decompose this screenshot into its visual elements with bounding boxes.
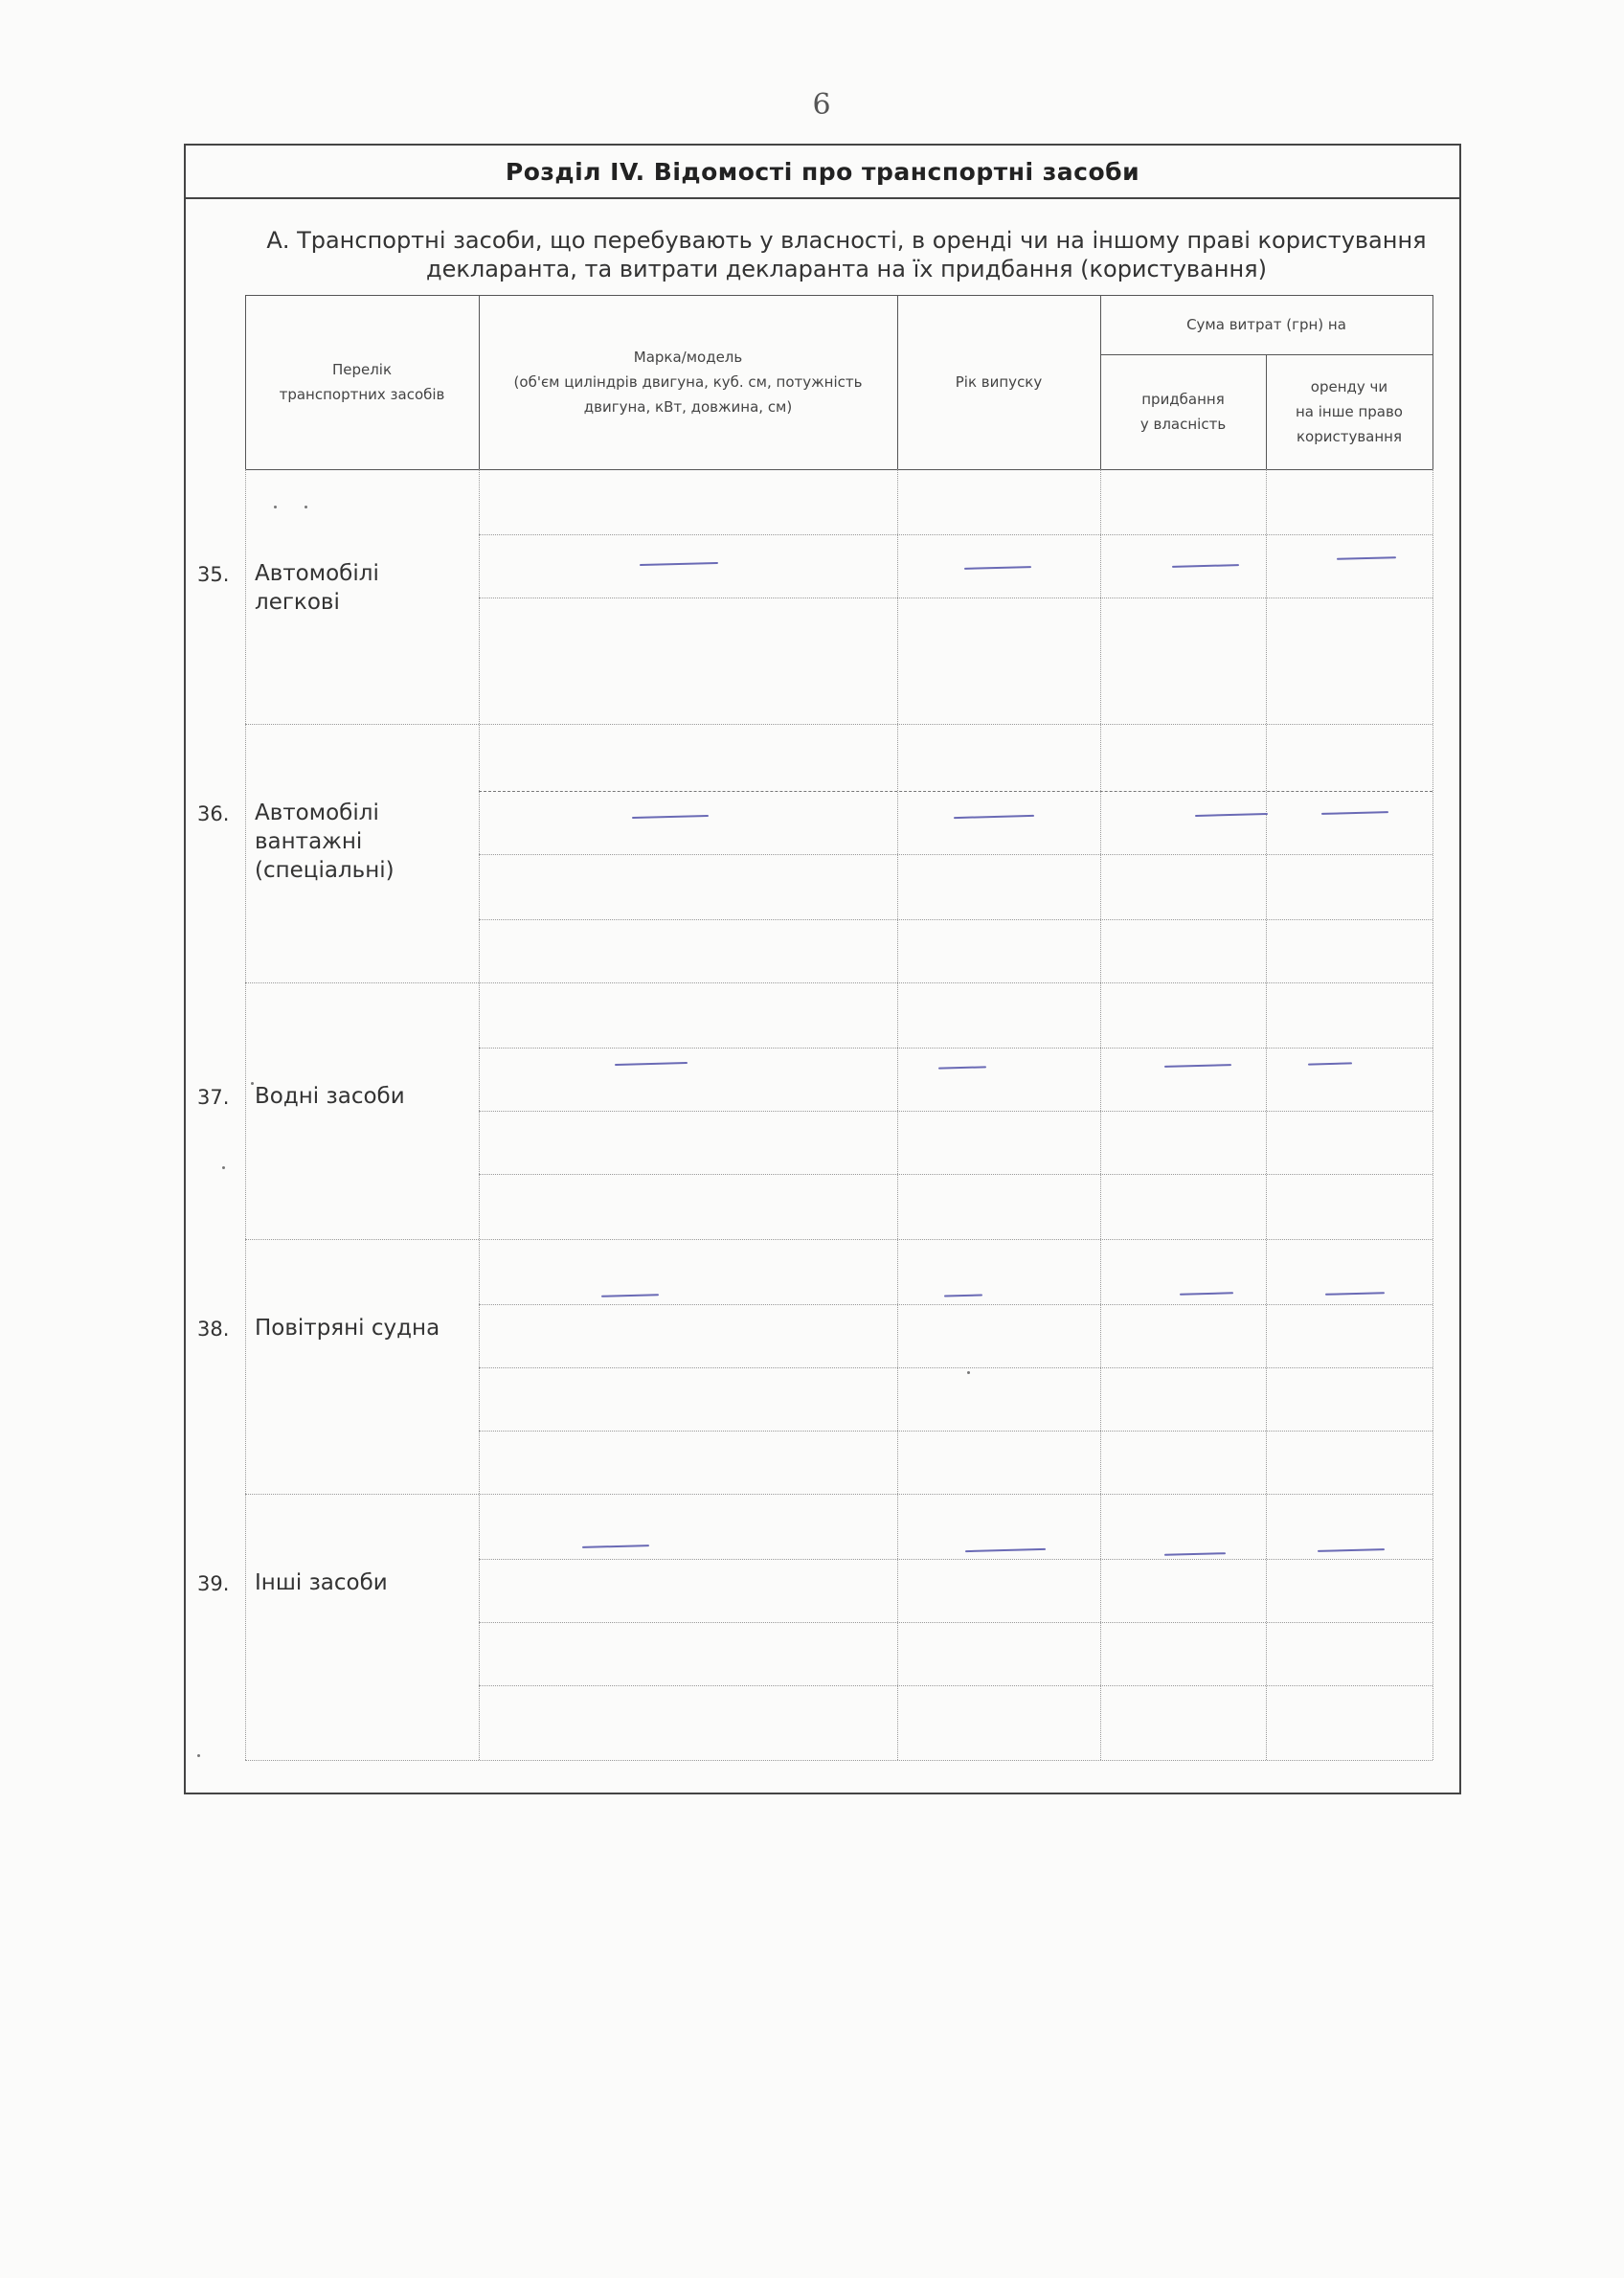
dash-39-model [582,1545,649,1548]
page-number: 6 [812,88,831,122]
dash-35-purchase [1172,564,1239,568]
dash-39-rent [1318,1548,1385,1552]
body-col-line-2 [897,469,898,1760]
header-right-line [1432,295,1433,469]
row-label-other: Інші засоби [255,1570,388,1595]
header-rent: оренду чи на інше право користування [1295,378,1403,445]
row-label-water: Водні засоби [255,1084,405,1109]
row-line [479,1622,1432,1623]
group-line [245,982,1432,983]
header-sum: Сума витрат (грн) на [1186,316,1346,333]
scan-speck [222,1166,225,1169]
dash-39-purchase [1164,1552,1226,1556]
row-line [479,919,1432,920]
body-col-line-4 [1266,469,1267,1760]
dash-38-rent [1325,1292,1385,1296]
dash-37-rent [1308,1062,1352,1065]
dash-37-purchase [1164,1064,1231,1068]
row-number-38: 38. [197,1318,230,1341]
dash-37-model [615,1062,688,1066]
dash-38-purchase [1180,1292,1233,1295]
row-line [479,1431,1432,1432]
dash-36-model [632,815,709,819]
row-label-cars: Автомобілі легкові [255,561,379,615]
section-subtitle [262,226,1431,283]
scan-speck [274,506,277,508]
header-model: Марка/модель (об'єм циліндрів двигуна, куб. см, потужність двигуна, кВт, довжина, см) [513,349,863,416]
dash-38-model [601,1294,659,1297]
row-number-36: 36. [197,802,230,825]
row-label-aircraft: Повітряні судна [255,1316,440,1341]
group-line [245,1494,1432,1495]
row-line [479,1367,1432,1368]
row-line [479,1304,1432,1305]
dash-35-year [964,566,1031,570]
body-col-line-1 [479,469,480,1760]
row-number-35: 35. [197,563,230,586]
row-line [479,534,1432,535]
row-number-37: 37. [197,1086,230,1109]
dash-36-rent [1321,811,1388,815]
body-col-line-3 [1100,469,1101,1760]
row-line [479,1111,1432,1112]
row-label-trucks: Автомобілі вантажні (спеціальні) [255,801,395,883]
scan-speck [251,1082,254,1085]
body-left-line [245,469,246,1760]
row-number-39: 39. [197,1572,230,1595]
group-line [245,724,1432,725]
row-line [479,1174,1432,1175]
dash-36-purchase [1195,813,1268,817]
row-line [479,1048,1432,1049]
body-right-line [1432,469,1433,1760]
dash-36-year [954,815,1034,819]
dash-37-year [938,1066,986,1069]
scan-speck [197,1754,200,1757]
scan-speck [967,1371,970,1374]
scan-speck [304,506,307,508]
header-year: Рік випуску [955,373,1043,391]
dash-39-year [965,1548,1046,1552]
section-frame [184,144,1461,1794]
row-line [479,1559,1432,1560]
dash-35-model [640,562,718,566]
header-purchase: придбання у власність [1139,391,1227,433]
row-line [479,854,1432,855]
section-title: Розділ IV. Відомості про транспортні засоби [186,146,1459,199]
header-bottom-line [245,469,1432,470]
header-list: Перелік транспортних засобів [279,361,445,403]
row-line [479,791,1432,792]
table-bottom-line [245,1760,1432,1761]
subtitle-line-2: декларанта, та витрати декларанта на їх придбання (користування) [426,256,1267,282]
group-line [245,1239,1432,1240]
vehicles-table [197,295,1432,1760]
dash-38-year [944,1294,982,1297]
subtitle-line-1: А. Транспортні засоби, що перебувають у власності, в оренді чи на іншому праві користування [266,227,1427,254]
dash-35-rent [1337,556,1396,560]
row-line [479,1685,1432,1686]
